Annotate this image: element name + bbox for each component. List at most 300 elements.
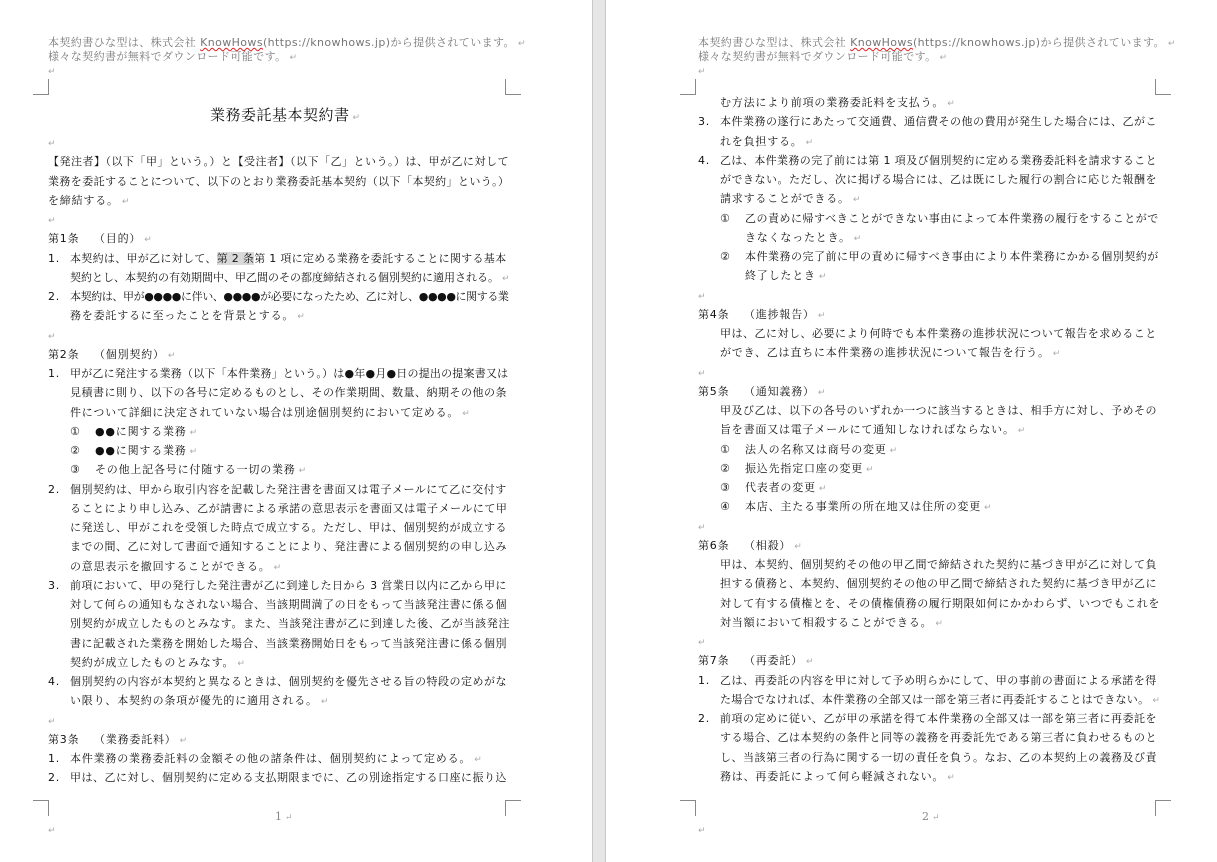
- text: （相殺）: [744, 538, 792, 552]
- line-text: [720, 93, 955, 114]
- article-heading: [698, 382, 1168, 401]
- numbered-item: [48, 364, 518, 383]
- article-number: 第6条: [698, 538, 730, 552]
- header-url-text: (https://knowhows.jp)から提供されています。: [912, 36, 1165, 49]
- text: 本件業務の完了前に甲の責めに帰すべき事由により本件業務にかかる個別契約が: [745, 250, 1159, 263]
- paragraph-mark: ↵: [462, 408, 470, 419]
- item-number: 2.: [698, 712, 711, 725]
- text: 第 1 項に定める業務を委託することに関する基本: [254, 251, 507, 265]
- continuation-line: [698, 728, 1168, 747]
- text: 法人の名称又は商号の変更: [745, 442, 887, 456]
- line-text: [70, 653, 245, 674]
- text: （業務委託料）: [94, 732, 177, 746]
- paragraph-mark: ↵: [517, 39, 526, 49]
- paragraph-mark: ↵: [806, 657, 814, 668]
- text: （再委託）: [744, 654, 803, 668]
- header-text: 本契約書ひな型は、株式会社: [698, 36, 851, 49]
- document-title: [210, 104, 360, 125]
- paragraph-mark: ↵: [48, 139, 56, 149]
- cross-reference-field[interactable]: 第 2 条: [216, 251, 255, 265]
- sub-item: [698, 247, 1168, 266]
- text: 【発注者】（以下「甲」という。）と【受注者】（以下「乙」という。）は、甲が乙に対して: [48, 155, 509, 169]
- article-number: 第1条: [48, 232, 80, 246]
- sub-item: [698, 209, 1168, 228]
- header-line-1: [48, 36, 525, 51]
- item-number: 3.: [698, 115, 711, 129]
- continuation-line: [698, 343, 1168, 362]
- article-heading: [48, 229, 518, 248]
- sub-item: [698, 459, 1168, 478]
- paragraph-mark: ↵: [297, 312, 305, 323]
- text: 甲は、本契約、個別契約その他の甲乙間で締結された契約に基づき甲が乙に対して負: [720, 558, 1157, 571]
- text: 乙は、再委託の内容を甲に対して予め明らかにして、甲の事前の書面による承諾を得: [720, 673, 1157, 687]
- item-number: 2.: [48, 290, 61, 303]
- paragraph-mark: ↵: [48, 67, 56, 77]
- margin-corner-mark: [680, 79, 696, 95]
- line-text: [70, 480, 507, 499]
- sub-item-number: ①: [720, 442, 731, 456]
- paragraph-mark: ↵: [298, 466, 307, 477]
- paragraph-mark: ↵: [853, 233, 862, 244]
- line-text: [95, 422, 197, 443]
- header-text: 本契約書ひな型は、株式会社: [48, 36, 201, 49]
- paragraph-mark: ↵: [805, 137, 814, 148]
- paragraph-mark: ↵: [48, 331, 56, 342]
- article-number: 第3条: [48, 732, 80, 746]
- paragraph-mark: ↵: [947, 772, 955, 783]
- line-text: [720, 401, 1157, 420]
- text: 書に記載された業務を開始した場合、当該業務開始日をもって当該発注書に係る個別: [70, 636, 507, 650]
- line-text: [744, 536, 802, 557]
- line-text: [720, 151, 1157, 170]
- item-number: 2.: [48, 771, 61, 785]
- sub-item-number: ②: [720, 461, 731, 475]
- line-text: [720, 748, 1157, 767]
- header-line-2: [698, 50, 947, 65]
- text: 振込先指定口座の変更: [745, 461, 863, 475]
- text: た場合でなければ、本件業務の全部又は一部を第三者に再委託することはできない。: [720, 692, 1150, 706]
- line-text: [70, 518, 507, 537]
- continuation-line: [48, 557, 518, 576]
- line-text: [70, 634, 507, 653]
- page-number: [922, 810, 940, 823]
- paragraph-mark: ↵: [121, 196, 130, 207]
- footer-mark: [698, 823, 706, 838]
- paragraph-line: [48, 152, 518, 171]
- numbered-item: [48, 249, 518, 268]
- text: 契約が成立したものとみなす。: [70, 655, 235, 669]
- line-text: [720, 671, 1157, 690]
- text: の意思表示を撤回することができる。: [70, 559, 271, 573]
- continuation-line: [698, 132, 1168, 151]
- title-text: 業務委託基本契約書: [210, 106, 350, 124]
- paragraph-mark: ↵: [48, 216, 56, 226]
- page-2-body: [698, 93, 1168, 786]
- line-text: [720, 613, 943, 634]
- line-text: [720, 555, 1157, 574]
- sub-item-number: ④: [720, 500, 731, 514]
- text: する場合、乙は本契約の条件と同等の義務を再委託先である第三者に負わせるものと: [720, 731, 1157, 745]
- sub-item-continuation: [698, 228, 1168, 247]
- text: 前項の定めに従い、乙が甲の承諾を得て本件業務の全部又は一部を第三者に再委託を: [720, 712, 1157, 725]
- line-text: [745, 478, 826, 499]
- line-text: [70, 268, 510, 289]
- paragraph-mark: ↵: [698, 826, 706, 836]
- page-1-body: [48, 133, 518, 788]
- line-text: [745, 266, 826, 287]
- text: れを負担する。: [720, 134, 803, 148]
- text: 代表者の変更: [745, 481, 816, 494]
- text: 甲及び乙は、以下の各号のいずれか一つに該当するときは、相手方に対し、予めその: [720, 404, 1157, 417]
- text: ができ、乙は直ちに本件業務の進捗状況について報告を行う。: [720, 346, 1050, 360]
- sub-item-continuation: [698, 266, 1168, 285]
- text: 務は、再委託によって何ら軽減されない。: [720, 769, 945, 783]
- sub-item: [48, 441, 518, 460]
- numbered-item: [698, 151, 1168, 170]
- page-number-text: 2: [922, 810, 929, 823]
- line-text: [720, 728, 1157, 747]
- text: 乙は、本件業務の完了前には第 1 項及び個別契約に定める業務委託料を請求すること: [720, 153, 1157, 167]
- empty-paragraph: [698, 517, 1168, 536]
- text: 甲が乙に発注する業務（以下「本件業務」という。）は●年●月●日の提出の提案書又は: [70, 367, 509, 380]
- continuation-line: [48, 653, 518, 672]
- text: ができない。ただし、次に掲げる場合には、乙は既にした履行の割合に応じた報酬を: [720, 173, 1157, 186]
- continuation-line: [48, 268, 518, 287]
- knowhows-link[interactable]: KnowHows: [850, 36, 913, 49]
- paragraph-mark: ↵: [189, 447, 198, 457]
- header-line-3: [698, 64, 706, 79]
- text: い限り、本契約の条項が優先的に適用される。: [70, 694, 318, 708]
- sub-item-number: ①: [720, 211, 731, 225]
- text: 担する債務と、本契約、個別契約その他の甲乙間で締結された契約に基づき甲が乙に: [720, 577, 1157, 591]
- article-heading: [48, 345, 518, 364]
- empty-paragraph: [48, 326, 518, 345]
- text: 契約とし、本契約の有効期間中、甲乙間のその都度締結される個別契約に適用される。: [70, 270, 499, 284]
- text: 本契約は、甲が●●●●に伴い、●●●●が必要になったため、乙に対し、●●●●に関する業: [70, 290, 509, 303]
- text: 業務を委託することについて、以下のとおり業務委託基本契約（以下「本契約」という。）: [48, 174, 510, 188]
- sub-item-number: ③: [70, 463, 81, 477]
- empty-paragraph: [698, 286, 1168, 305]
- text: ●●に関する業務: [95, 424, 187, 438]
- continuation-line: [698, 767, 1168, 786]
- line-text: [720, 112, 1157, 131]
- article-heading: [698, 305, 1168, 324]
- continuation-line: [698, 555, 1168, 574]
- line-text: [744, 651, 814, 672]
- line-text: [70, 672, 507, 691]
- line-text: [95, 441, 197, 462]
- line-text: [720, 709, 1157, 728]
- text: し、当該第三者の行為に関する一切の責任を負う。なお、乙の本契約上の義務及び責: [720, 750, 1157, 764]
- paragraph-mark: ↵: [474, 755, 482, 765]
- margin-corner-mark: [505, 79, 521, 95]
- text: 終了したとき: [745, 269, 816, 283]
- paragraph-mark: ↵: [273, 562, 282, 573]
- margin-corner-mark: [505, 800, 521, 816]
- page-1: [0, 0, 592, 862]
- paragraph-mark: ↵: [794, 541, 802, 552]
- continuation-line: [698, 401, 1168, 420]
- continuation-line: [48, 614, 518, 633]
- paragraph-mark: ↵: [167, 350, 176, 361]
- sub-item-number: ②: [720, 250, 731, 263]
- line-text: [70, 595, 507, 614]
- continuation-line: [698, 189, 1168, 208]
- continuation-line: [698, 574, 1168, 593]
- line-text: [70, 383, 507, 402]
- text: 前項において、甲の発行した発注書が乙に到達した日から 3 営業日以内に乙から甲に: [70, 578, 507, 592]
- text: 本件業務の業務委託料の金額その他の諸条件は、個別契約によって定める。: [70, 752, 472, 765]
- text: む方法により前項の業務委託料を支払う。: [720, 96, 945, 109]
- continuation-line: [698, 613, 1168, 632]
- line-text: [745, 228, 861, 249]
- line-text: [720, 690, 1160, 711]
- empty-paragraph: [698, 363, 1168, 382]
- paragraph-mark: ↵: [984, 503, 992, 514]
- text: ●●に関する業務: [95, 444, 187, 457]
- header-text: 様々な契約書が無料でダウンロード可能です。: [48, 50, 287, 63]
- sub-item: [698, 440, 1168, 459]
- line-text: [70, 557, 281, 578]
- line-text: [94, 730, 187, 751]
- continuation-line: [48, 537, 518, 556]
- numbered-item: [698, 671, 1168, 690]
- text: （通知義務）: [744, 384, 815, 398]
- paragraph-mark: ↵: [48, 826, 56, 836]
- empty-paragraph: [698, 632, 1168, 651]
- paragraph-mark: ↵: [48, 716, 56, 727]
- item-number: 1.: [698, 673, 711, 687]
- paragraph-mark: ↵: [932, 813, 940, 823]
- item-number: 2.: [48, 482, 61, 496]
- paragraph-mark: ↵: [698, 638, 706, 648]
- paragraph-mark: ↵: [502, 273, 510, 284]
- text: ることにより申し込み、乙が請書による承諾の意思表示を書面又は電子メールにて甲: [70, 501, 508, 515]
- continuation-line: [698, 324, 1168, 343]
- paragraph-mark: ↵: [285, 813, 293, 823]
- text: 務を委託するに至ったことを背景とする。: [70, 309, 295, 323]
- text: 請求することができる。: [720, 192, 850, 206]
- paragraph-mark: ↵: [1017, 426, 1026, 437]
- line-text: [70, 499, 507, 518]
- line-text: [745, 440, 897, 461]
- sub-item-number: ②: [70, 444, 81, 457]
- continuation-line: [48, 595, 518, 614]
- paragraph-mark: ↵: [817, 387, 826, 398]
- paragraph-mark: ↵: [179, 735, 188, 746]
- line-text: [70, 364, 508, 383]
- line-text: [720, 594, 1160, 613]
- text: 乙の責めに帰すべきことができない事由によって本件業務の履行をすることがで: [745, 211, 1159, 225]
- article-number: 第7条: [698, 654, 730, 668]
- line-text: [48, 152, 509, 171]
- paragraph-mark: ↵: [237, 658, 245, 669]
- continuation-line: [48, 403, 518, 422]
- paragraph-mark: ↵: [817, 310, 826, 321]
- footer-mark: [48, 823, 56, 838]
- margin-corner-mark: [33, 800, 49, 816]
- page-number-text: 1: [275, 810, 282, 823]
- text: 本契約は、甲が乙に対して、: [70, 251, 217, 265]
- paragraph-mark: ↵: [189, 427, 198, 438]
- paragraph-mark: ↵: [352, 113, 361, 123]
- item-number: 1.: [48, 251, 61, 265]
- line-text: [70, 537, 507, 556]
- text: 件について詳細に決定されていない場合は別途個別契約において定める。: [70, 405, 460, 419]
- continuation-line: [698, 420, 1168, 439]
- text: 見積書に則り、以下の各号に定めるものとし、その作業期間、数量、納期その他の条: [70, 386, 507, 400]
- continuation-line: [48, 691, 518, 710]
- line-text: [70, 403, 470, 424]
- line-text: [745, 247, 1159, 266]
- text: 個別契約の内容が本契約と異なるときは、個別契約を優先させる旨の特段の定めがな: [70, 675, 507, 688]
- numbered-item: [698, 112, 1168, 131]
- text: （進捗報告）: [744, 307, 815, 321]
- paragraph-mark: ↵: [144, 235, 152, 246]
- numbered-item: [48, 287, 518, 306]
- header-url-text: (https://knowhows.jp)から提供されています。: [262, 36, 515, 49]
- margin-corner-mark: [680, 800, 696, 816]
- empty-paragraph: [48, 210, 518, 229]
- paragraph-mark: ↵: [939, 53, 948, 63]
- line-text: [70, 576, 507, 595]
- article-heading: [698, 651, 1168, 670]
- text: 甲は、乙に対し、個別契約に定める支払期限までに、乙の別途指定する口座に振り込: [70, 771, 507, 785]
- text: 本件業務の遂行にあたって交通費、通信費その他の費用が発生した場合には、乙がこ: [720, 115, 1157, 129]
- text: 個別契約は、甲から取引内容を記載した発注書を書面又は電子メールにて乙に交付す: [70, 482, 507, 496]
- item-number: 1.: [48, 752, 61, 765]
- sub-item-number: ③: [720, 481, 731, 494]
- line-text: [720, 420, 1025, 441]
- text: に発送し、甲がこれを受領した時点で成立する。ただし、甲は、個別契約が成立する: [70, 521, 507, 534]
- line-text: [94, 345, 175, 366]
- line-text: [745, 459, 874, 480]
- line-text: [720, 324, 1157, 343]
- line-text: [745, 497, 992, 518]
- text: 甲は、乙に対し、必要により何時でも本件業務の進捗状況について報告を求めること: [720, 327, 1157, 340]
- paragraph-mark: ↵: [935, 618, 943, 629]
- line-text: [720, 132, 813, 153]
- item-number: 4.: [48, 675, 61, 688]
- numbered-item: [698, 709, 1168, 728]
- page-gap: [592, 0, 606, 862]
- empty-paragraph: [48, 711, 518, 730]
- header-text: 様々な契約書が無料でダウンロード可能です。: [698, 50, 937, 63]
- article-number: 第2条: [48, 347, 80, 361]
- line-text: [95, 460, 306, 481]
- line-text: [48, 172, 509, 191]
- margin-corner-mark: [33, 79, 49, 95]
- text: （個別契約）: [94, 347, 165, 361]
- line-text: [744, 382, 825, 403]
- line-text: [745, 209, 1159, 228]
- item-number: 4.: [698, 153, 711, 167]
- empty-paragraph: [48, 133, 518, 152]
- line-text: [720, 189, 860, 210]
- numbered-item: [48, 672, 518, 691]
- text: その他上記各号に付随する一切の業務: [95, 463, 296, 477]
- text: 対当額において相殺することができる。: [720, 615, 933, 629]
- paragraph-mark: ↵: [698, 368, 706, 379]
- line-text: [70, 691, 328, 712]
- line-text: [70, 306, 305, 327]
- paragraph-mark: ↵: [698, 67, 706, 77]
- paragraph-mark: ↵: [1052, 349, 1061, 360]
- article-number: 第4条: [698, 307, 730, 321]
- paragraph-mark: ↵: [698, 291, 706, 302]
- knowhows-link[interactable]: KnowHows: [200, 36, 263, 49]
- sub-item: [48, 422, 518, 441]
- line-text: [48, 191, 129, 212]
- line-text: [744, 305, 825, 326]
- article-heading: [48, 730, 518, 749]
- line-text: [70, 287, 509, 306]
- sub-item-number: ①: [70, 424, 81, 438]
- numbered-item: [48, 768, 518, 787]
- item-number: 1.: [48, 367, 61, 380]
- page-number: [275, 810, 293, 823]
- line-text: [720, 170, 1157, 189]
- continuation-line: [698, 690, 1168, 709]
- paragraph-mark: ↵: [1167, 39, 1176, 49]
- line-text: [70, 749, 482, 770]
- numbered-item: [48, 749, 518, 768]
- item-number: 3.: [48, 578, 61, 592]
- text: 本店、主たる事業所の所在地又は住所の変更: [745, 500, 981, 514]
- numbered-item: [48, 480, 518, 499]
- article-number: 第5条: [698, 384, 730, 398]
- paragraph-mark: ↵: [852, 195, 861, 206]
- page-2: [606, 0, 1217, 862]
- text: 旨を書面又は電子メールにて通知しなければならない。: [720, 423, 1015, 437]
- line-text: [70, 614, 510, 633]
- continuation-line: [698, 594, 1168, 613]
- header-line-3: [48, 64, 56, 79]
- text: きなくなったとき。: [745, 230, 851, 244]
- paragraph-mark: ↵: [947, 99, 955, 109]
- continuation-line: [48, 634, 518, 653]
- header-line-1: [698, 36, 1175, 51]
- header-line-2: [48, 50, 297, 65]
- article-heading: [698, 536, 1168, 555]
- paragraph-line: [48, 191, 518, 210]
- continuation-line: [48, 518, 518, 537]
- continuation-line: [48, 383, 518, 402]
- continuation-line: [698, 748, 1168, 767]
- text: 別契約が成立したものとみなす。また、当該発注書が乙に到達した後、乙が当該発注: [70, 617, 510, 631]
- margin-corner-mark: [1155, 800, 1171, 816]
- text: 対して有する債権とを、その債権債務の履行期限如何にかかわらず、いつでもこれを: [720, 596, 1160, 610]
- continuation-line: [698, 170, 1168, 189]
- line-text: [720, 343, 1060, 364]
- paragraph-mark: ↵: [698, 522, 706, 533]
- paragraph-mark: ↵: [1152, 695, 1160, 706]
- sub-item: [698, 478, 1168, 497]
- text: までの間、乙に対して書面で通知することにより、発注書による個別契約の申し込み: [70, 540, 507, 554]
- continuation-line: [48, 499, 518, 518]
- sub-item: [698, 497, 1168, 516]
- line-text: [70, 768, 507, 787]
- paragraph-mark: ↵: [866, 464, 874, 475]
- numbered-item: [48, 576, 518, 595]
- paragraph-mark: ↵: [818, 484, 827, 494]
- continuation-line: [48, 306, 518, 325]
- paragraph-mark: ↵: [320, 697, 329, 708]
- paragraph-mark: ↵: [289, 53, 298, 63]
- line-text: [720, 767, 955, 788]
- text: を締結する。: [48, 193, 119, 207]
- paragraph-mark: ↵: [818, 272, 827, 283]
